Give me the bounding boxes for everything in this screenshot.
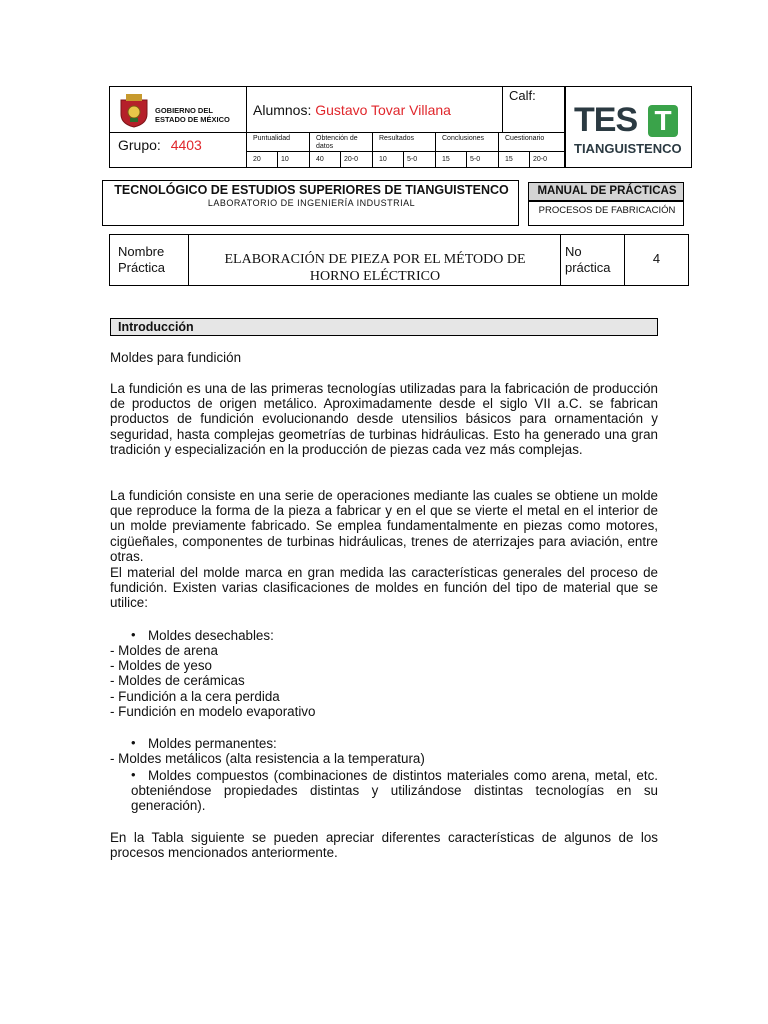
rubric-value-a: 10	[379, 156, 387, 163]
bullet-compuestos: Moldes compuestos (combinaciones de distintos materiales como arena, metal, etc. obteniéndose propiedades distintas y utilizándose distintas tecnologías en su generación).	[131, 768, 658, 814]
rubric-split-2	[340, 151, 341, 168]
bullet-desechables: Moldes desechables:	[148, 628, 274, 643]
rubric-value-b: 10	[281, 156, 289, 163]
tes-logo-box	[565, 86, 692, 168]
bullet-dot: •	[131, 767, 136, 782]
list-item: - Moldes de cerámicas	[110, 673, 245, 688]
practice-number: 4	[652, 251, 661, 266]
paragraph-3: El material del molde marca en gran medida las características generales del proceso de fundición. Existen varias clasificaciones de moldes en función del tipo de material que se utilice:	[110, 565, 658, 611]
tes-logo-letter: T	[654, 105, 672, 136]
bullet-permanentes: Moldes permanentes:	[148, 736, 277, 751]
rubric-split-4	[466, 151, 467, 168]
practice-name-label	[118, 244, 165, 276]
paragraph-1: La fundición es una de las primeras tecnologías utilizadas para la fabricación de producción de productos de origen metálico. Aproximadamente desde el siglo VII a.C. se fabrican productos de fundición evolucionando desde utensilios básicos para ornamentación y seguridad, hasta complejas geometrías de turbinas hidráulicas. Esto ha generado una gran tradición y especialización en la producción de piezas cada vez más complejas.	[110, 381, 658, 457]
practice-name-label-2: Práctica	[118, 260, 165, 275]
practice-table	[109, 234, 689, 286]
content-heading: Moldes para fundición	[110, 350, 242, 365]
rubric-value-a: 20	[253, 156, 261, 163]
paragraph-4: En la Tabla siguiente se pueden apreciar diferentes características de algunos de los procesos mencionados anteriormente.	[110, 830, 658, 861]
list-item: - Moldes de arena	[110, 643, 218, 658]
practice-title-line2: HORNO ELÉCTRICO	[309, 269, 441, 284]
tes-logo-t-block	[648, 105, 678, 137]
rubric-div-2	[372, 132, 373, 168]
rubric-split-1	[277, 151, 278, 168]
rubric-value-a: 15	[442, 156, 450, 163]
rubric-label-puntualidad: Puntualidad	[253, 135, 290, 142]
institution-box	[102, 180, 519, 226]
alumnos-label: Alumnos:	[253, 102, 312, 118]
course-label: PROCESOS DE FABRICACIÓN	[538, 205, 676, 216]
manual-box	[528, 182, 684, 201]
gov-seal-icon	[117, 92, 151, 128]
rubric-value-b: 20-0	[533, 156, 548, 163]
calif-label: Calf:	[509, 88, 536, 103]
rubric-value-a: 15	[505, 156, 513, 163]
rubric-value-b: 20-0	[344, 156, 359, 163]
practice-name-label-1: Nombre	[118, 244, 165, 259]
section-title-bar	[110, 318, 658, 336]
grupo-label: Grupo:	[118, 137, 161, 153]
practice-no-label-1: No	[565, 244, 582, 259]
practice-title	[194, 251, 556, 285]
grupo-field	[118, 137, 202, 153]
practice-div-1	[188, 235, 189, 285]
rubric-div-1	[309, 132, 310, 168]
tes-logo-sub: TIANGUISTENCO	[574, 141, 682, 156]
rubric-label-conclusiones: Conclusiones	[442, 135, 485, 142]
rubric-div-4	[498, 132, 499, 168]
gov-logo	[117, 92, 239, 128]
paragraph-2: La fundición consiste en una serie de operaciones mediante las cuales se obtiene un molde que reproduce la forma de la pieza a fabricar y en el que se vierte el metal en el interior de un molde previamente fabricado. Se emplea fundamentalmente en piezas como motores, cigüeñales, componentes de turbinas hidráulicas, trenes de aterrizajes para aviación, entre otras.	[110, 488, 658, 564]
rubric-div-3	[435, 132, 436, 168]
list-item: - Fundición en modelo evaporativo	[110, 704, 316, 719]
gov-logo-line1: GOBIERNO DEL	[155, 106, 213, 115]
rubric-label-obtencion: Obtención de datos	[316, 135, 358, 150]
rubric-value-b: 5-0	[407, 156, 418, 163]
institution-title: TECNOLÓGICO DE ESTUDIOS SUPERIORES DE TIANGUISTENCO	[114, 183, 509, 197]
bullet-dot: •	[131, 735, 136, 750]
header-hline-3	[109, 132, 246, 133]
list-item: - Moldes de yeso	[110, 658, 212, 673]
tes-logo-big: TES	[574, 101, 638, 139]
list-item: - Moldes metálicos (alta resistencia a la temperatura)	[110, 751, 425, 766]
alumnos-field	[253, 102, 451, 118]
tes-logo	[574, 101, 686, 157]
header-divider-calif	[502, 86, 503, 132]
rubric-split-3	[403, 151, 404, 168]
rubric-value-a: 40	[316, 156, 324, 163]
section-title: Introducción	[118, 320, 194, 334]
rubric-value-b: 5-0	[470, 156, 481, 163]
alumnos-value: Gustavo Tovar Villana	[315, 102, 451, 118]
grupo-value: 4403	[170, 137, 202, 153]
practice-no-label-2: práctica	[565, 260, 611, 275]
practice-div-2	[560, 235, 561, 285]
manual-label: MANUAL DE PRÁCTICAS	[537, 185, 677, 197]
rubric-label-cuestionario: Cuestionario	[505, 135, 545, 142]
course-box	[528, 201, 684, 226]
practice-title-line1: ELABORACIÓN DE PIEZA POR EL MÉTODO DE	[224, 252, 526, 267]
gov-logo-line2: ESTADO DE MÉXICO	[155, 115, 230, 124]
rubric-split-5	[529, 151, 530, 168]
rubric-table	[246, 132, 565, 168]
list-item: - Fundición a la cera perdida	[110, 689, 280, 704]
rubric-label-resultados: Resultados	[379, 135, 415, 142]
bullet-dot: •	[131, 627, 136, 642]
institution-subtitle: LABORATORIO DE INGENIERÍA INDUSTRIAL	[207, 198, 416, 208]
practice-no-label	[565, 244, 611, 276]
